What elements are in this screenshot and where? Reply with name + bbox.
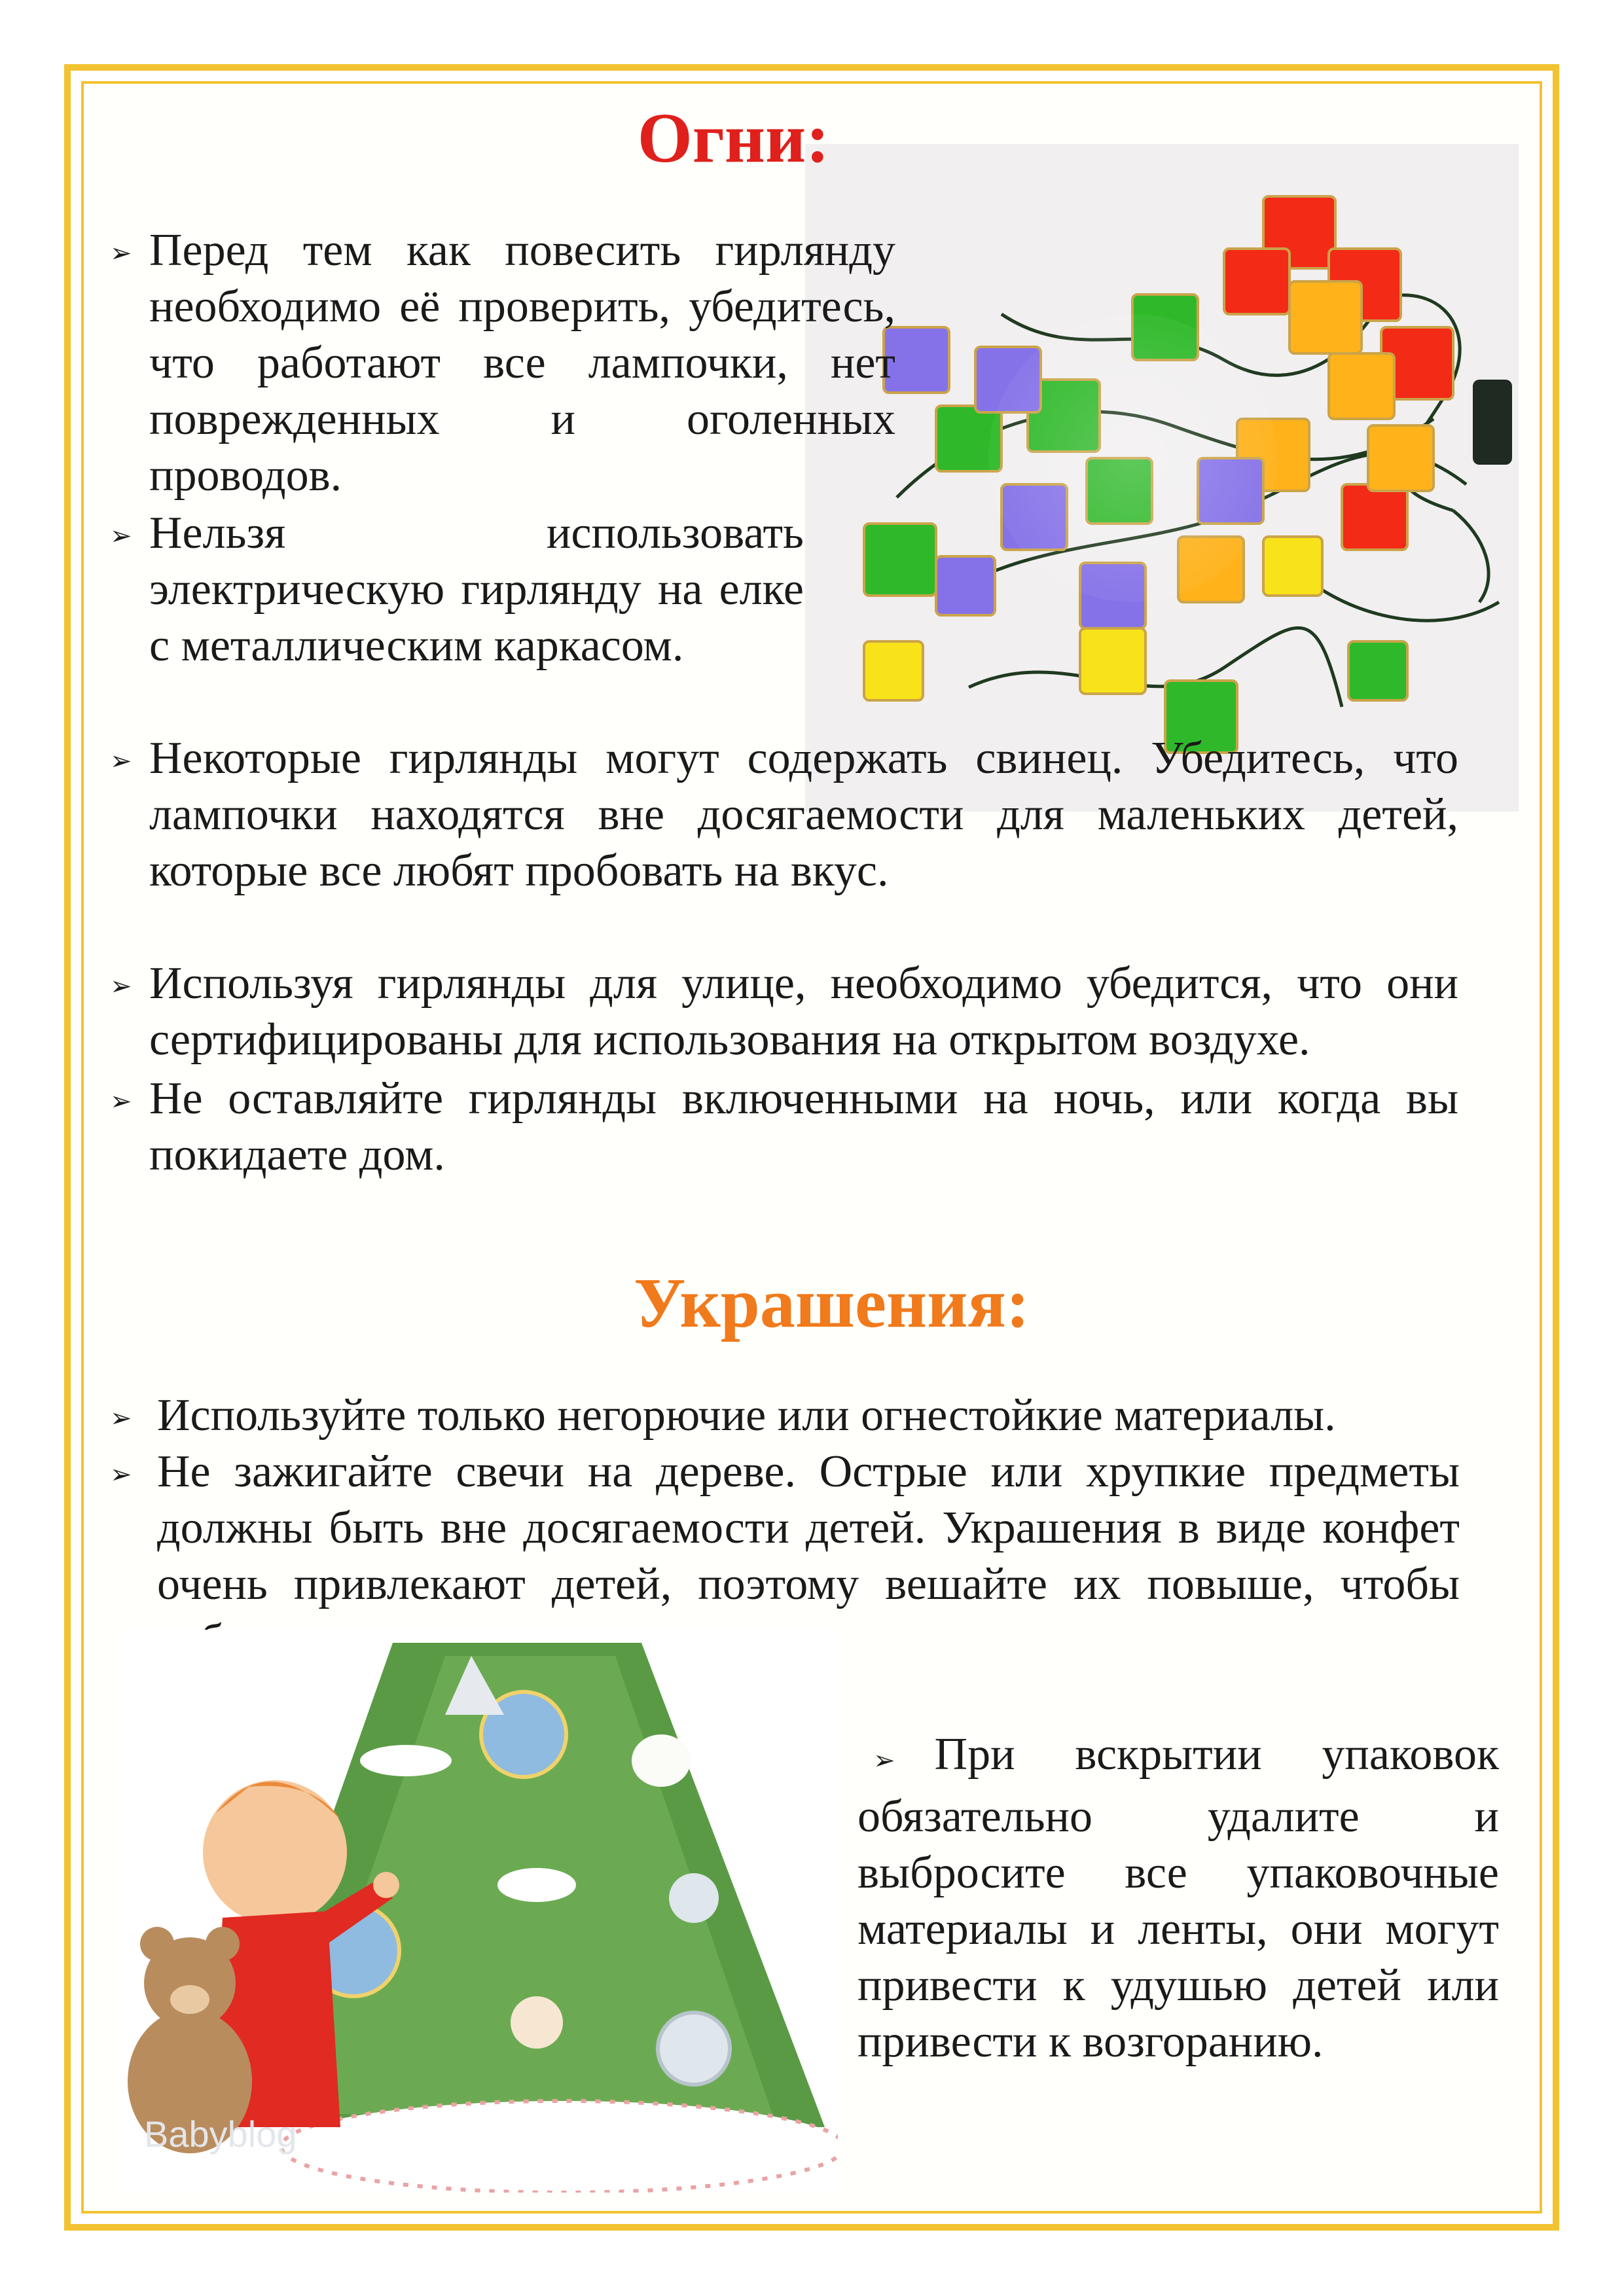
decorations-item-2: ➢ Не зажигайте свечи на дереве. Острые или хрупкие предметы должны быть вне досягаемости детей. Украшения в виде конфет очень привлекают детей, поэтому вешайте их повыше, чтобы [110, 1446, 1460, 1609]
bullet-arrow-icon: ➢ [110, 746, 132, 776]
decorations-title: Украшения: [634, 1265, 1030, 1342]
bullet-arrow-icon: ➢ [110, 1086, 132, 1116]
lights-item-3: ➢ Некоторые гирлянды могут содержать свинец. Убедитесь, что лампочки находятся вне досягаемости для маленьких детей, которые все любят пробовать на вкус. [110, 733, 1458, 896]
decorations-item-1: ➢ Используйте только негорючие или огнестойкие материалы. [110, 1388, 1498, 1444]
bullet-arrow-icon: ➢ [110, 238, 132, 268]
bullet-arrow-icon: ➢ [110, 521, 132, 550]
lights-item-2: ➢ Нельзя использовать электрическую гирлянду на елке с металлическим каркасом. [110, 508, 804, 671]
child-with-tree-image [118, 1630, 838, 2193]
decorations-item-3: ➢ При вскрытии упаковок обязательно удалите и выбросите все упаковочные материалы и ленты, они могут привести к удушью детей или привести к возгоранию. [857, 1729, 1499, 2067]
bullet-arrow-icon: ➢ [873, 1746, 895, 1775]
watermark-logo-text: Babyblog [144, 2113, 297, 2155]
lights-item-5: ➢ Не оставляйте гирлянды включенными на ночь, или когда вы покидаете дом. [110, 1073, 1458, 1180]
lights-item-4: ➢ Используя гирлянды для улице, необходимо убедится, что они сертифицированы для использования на открытом воздухе. [110, 958, 1458, 1065]
lights-title: Огни: [637, 99, 830, 177]
lights-item-1: ➢ Перед тем как повесить гирлянду необходимо её проверить, убедитесь, что работают все лампочки, нет поврежденных и оголенных проводов. [110, 225, 895, 501]
bullet-arrow-icon: ➢ [110, 971, 132, 1001]
bullet-arrow-icon: ➢ [110, 1403, 132, 1433]
bullet-arrow-icon: ➢ [110, 1460, 132, 1489]
